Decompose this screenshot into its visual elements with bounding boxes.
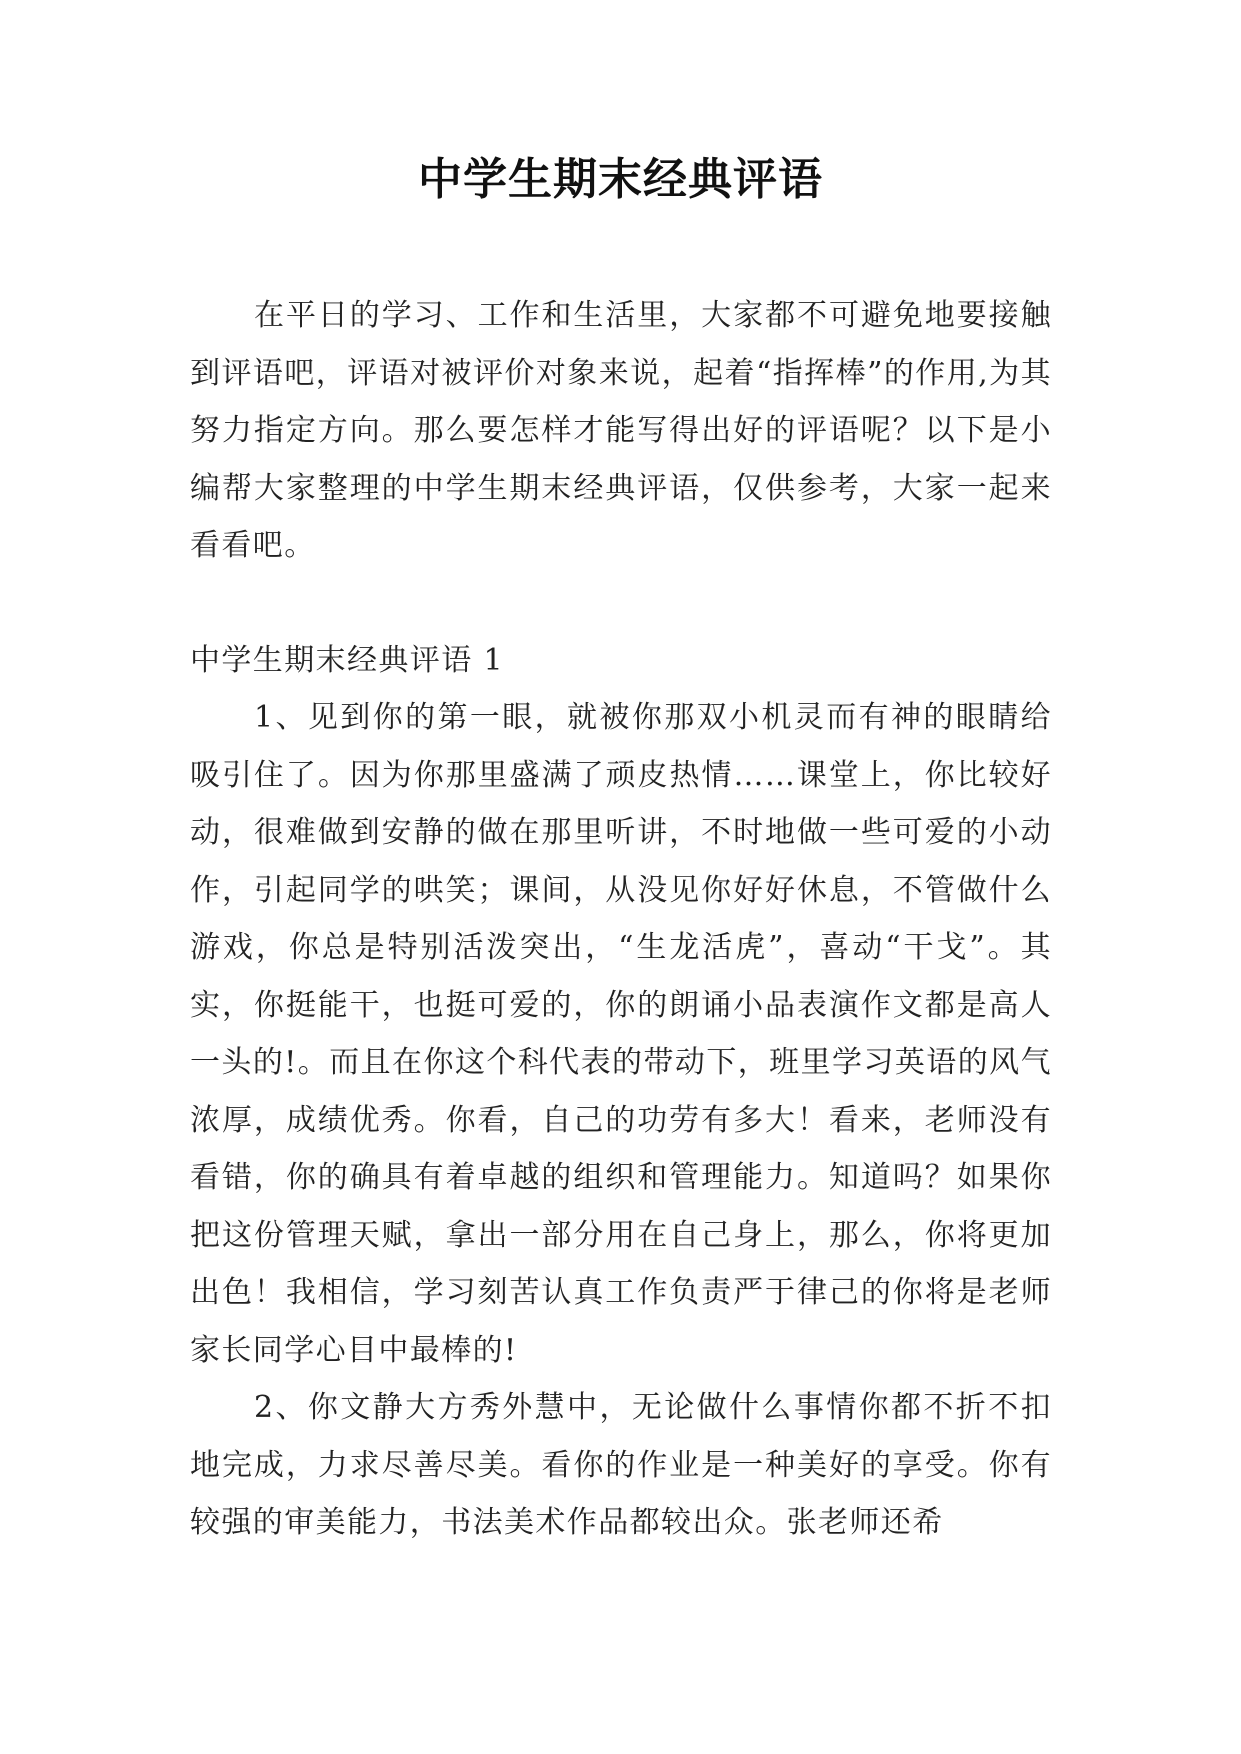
document-body bbox=[190, 287, 1052, 1552]
intro-paragraph: 在平日的学习、工作和生活里，大家都不可避免地要接触到评语吧，评语对被评价对象来说，起着“指挥棒”的作用,为其努力指定方向。那么要怎样才能写得出好的评语呢？以下是小编帮大家整理的中学生期末经典评语，仅供参考，大家一起来看看吧。 bbox=[190, 298, 1052, 563]
section-heading: 中学生期末经典评语 1 bbox=[190, 642, 505, 678]
comment-item-1: 1、见到你的第一眼，就被你那双小机灵而有神的眼睛给吸引住了。因为你那里盛满了顽皮热情……课堂上，你比较好动，很难做到安静的做在那里听讲，不时地做一些可爱的小动作，引起同学的哄笑；课间，从没见你好好休息，不管做什么游戏，你总是特别活泼突出，“生龙活虎”，喜动“干戈”。其实，你挺能干，也挺可爱的，你的朗诵小品表演作文都是高人一头的!。而且在你这个科代表的带动下，班里学习英语的风气浓厚，成绩优秀。你看，自己的功劳有多大！看来，老师没有看错，你的确具有着卓越的组织和管理能力。知道吗？如果你把这份管理天赋，拿出一部分用在自己身上，那么，你将更加出色！我相信，学习刻苦认真工作负责严于律己的你将是老师家长同学心目中最棒的! bbox=[190, 700, 1052, 1368]
document-title: 中学生期末经典评语 bbox=[418, 154, 823, 205]
comment-item-2: 2、你文静大方秀外慧中，无论做什么事情你都不折不扣地完成，力求尽善尽美。看你的作业是一种美好的享受。你有较强的审美能力，书法美术作品都较出众。张老师还希 bbox=[190, 1390, 1052, 1540]
